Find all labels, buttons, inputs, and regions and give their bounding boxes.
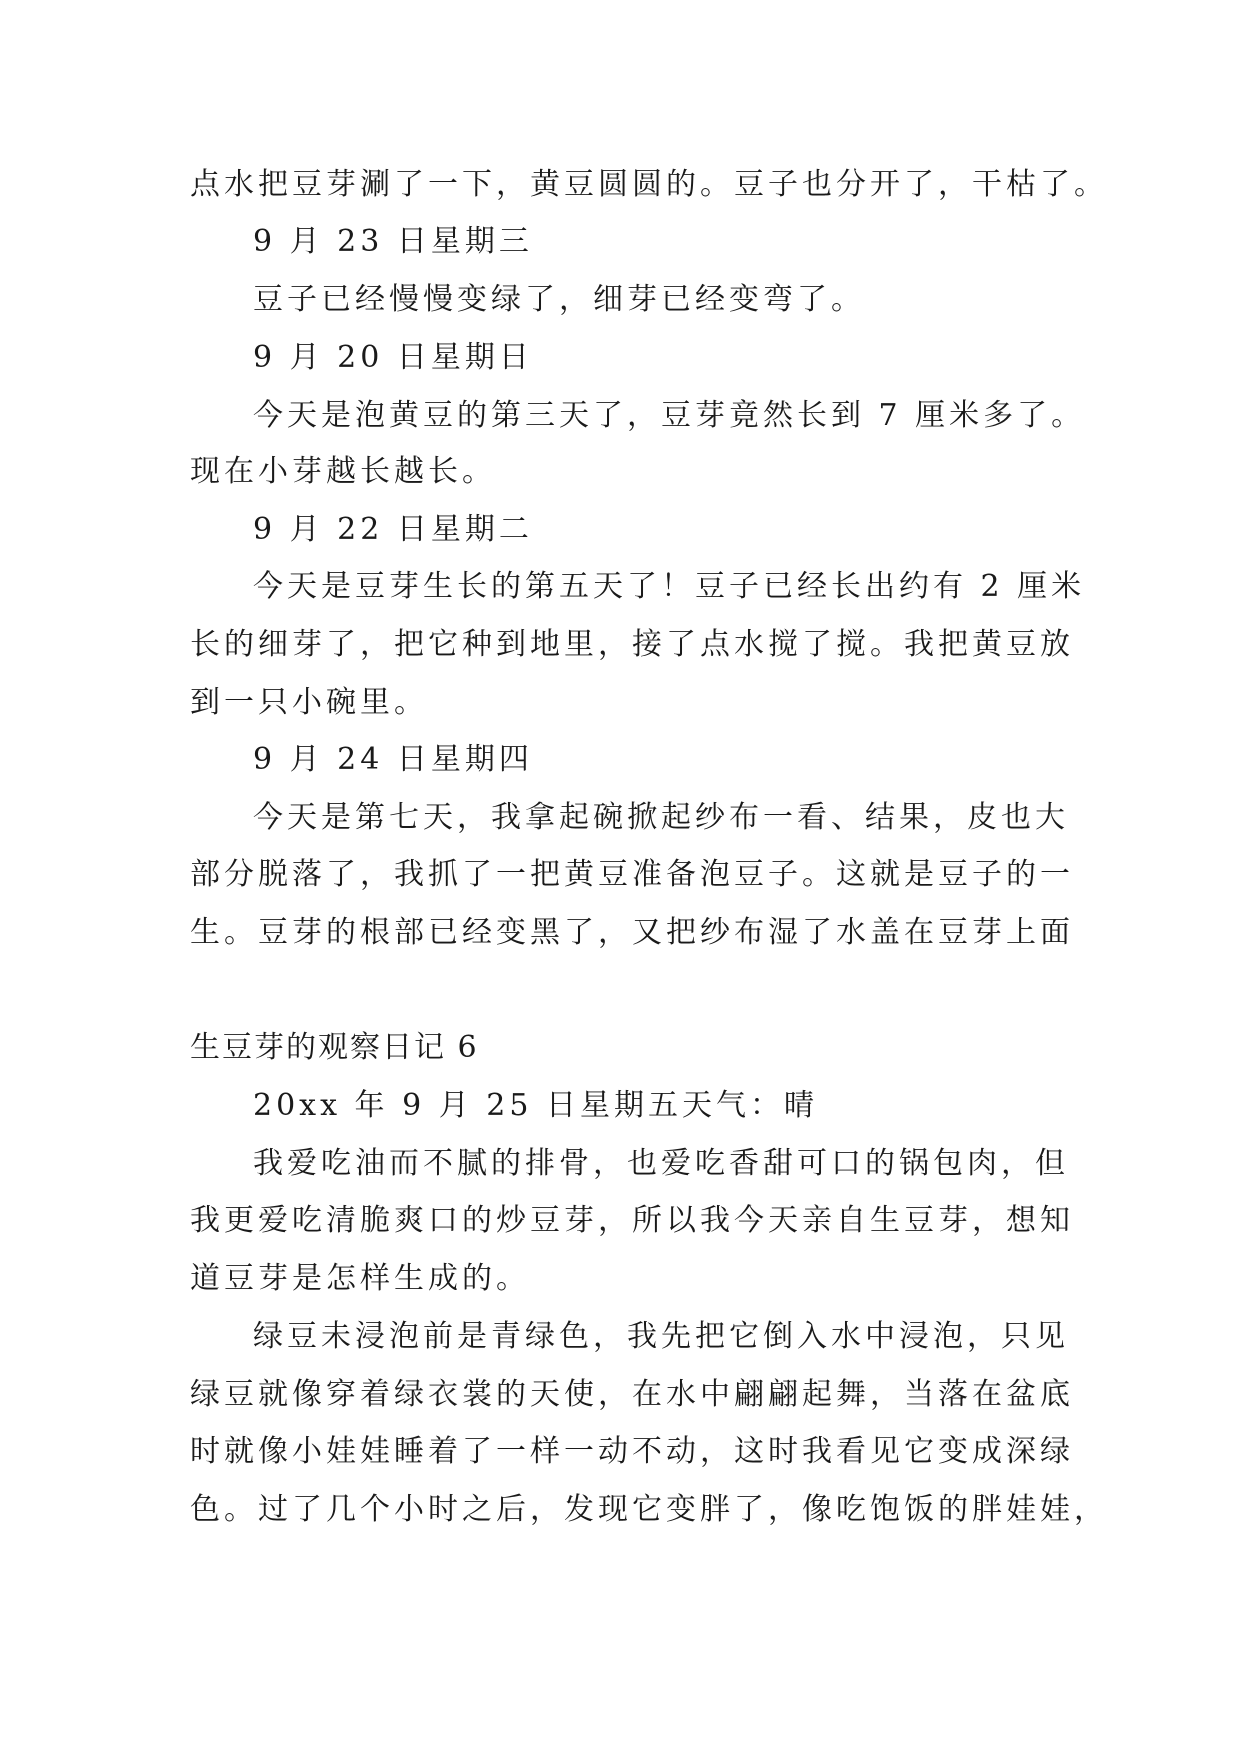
paragraph-line: 豆子已经慢慢变绿了，细芽已经变弯了。 [253,282,865,317]
paragraph-line: 色。过了几个小时之后，发现它变胖了，像吃饱饭的胖娃娃， [190,1492,1108,1527]
paragraph-line: 我更爱吃清脆爽口的炒豆芽，所以我今天亲自生豆芽，想知 [190,1203,1074,1238]
diary-date: 20xx 年 9 月 25 日星期五天气：晴 [253,1088,818,1123]
paragraph-line: 现在小芽越长越长。 [190,454,496,489]
paragraph-line: 时就像小娃娃睡着了一样一动不动，这时我看见它变成深绿 [190,1434,1074,1469]
paragraph-line: 今天是豆芽生长的第五天了！豆子已经长出约有 2 厘米 [253,569,1086,604]
paragraph-line: 今天是第七天，我拿起碗掀起纱布一看、结果，皮也大 [253,800,1069,835]
paragraph-line: 我爱吃油而不腻的排骨，也爱吃香甜可口的锅包肉，但 [253,1146,1069,1181]
paragraph-line: 绿豆未浸泡前是青绿色，我先把它倒入水中浸泡，只见 [253,1319,1069,1354]
diary-date: 9 月 22 日星期二 [253,512,533,547]
section-title: 生豆芽的观察日记 6 [190,1030,479,1065]
paragraph-line: 部分脱落了，我抓了一把黄豆准备泡豆子。这就是豆子的一 [190,857,1074,892]
diary-date: 9 月 24 日星期四 [253,742,533,777]
paragraph-line: 到一只小碗里。 [190,685,428,720]
paragraph-continuation: 点水把豆芽涮了一下，黄豆圆圆的。豆子也分开了，干枯了。 [190,167,1108,202]
paragraph-line: 绿豆就像穿着绿衣裳的天使，在水中翩翩起舞，当落在盆底 [190,1377,1074,1412]
paragraph-line: 长的细芽了，把它种到地里，接了点水搅了搅。我把黄豆放 [190,627,1074,662]
paragraph-line: 今天是泡黄豆的第三天了，豆芽竟然长到 7 厘米多了。 [253,398,1086,433]
paragraph-line: 生。豆芽的根部已经变黑了，又把纱布湿了水盖在豆芽上面 [190,915,1074,950]
diary-date: 9 月 20 日星期日 [253,340,533,375]
paragraph-line: 道豆芽是怎样生成的。 [190,1261,530,1296]
diary-date: 9 月 23 日星期三 [253,224,533,259]
